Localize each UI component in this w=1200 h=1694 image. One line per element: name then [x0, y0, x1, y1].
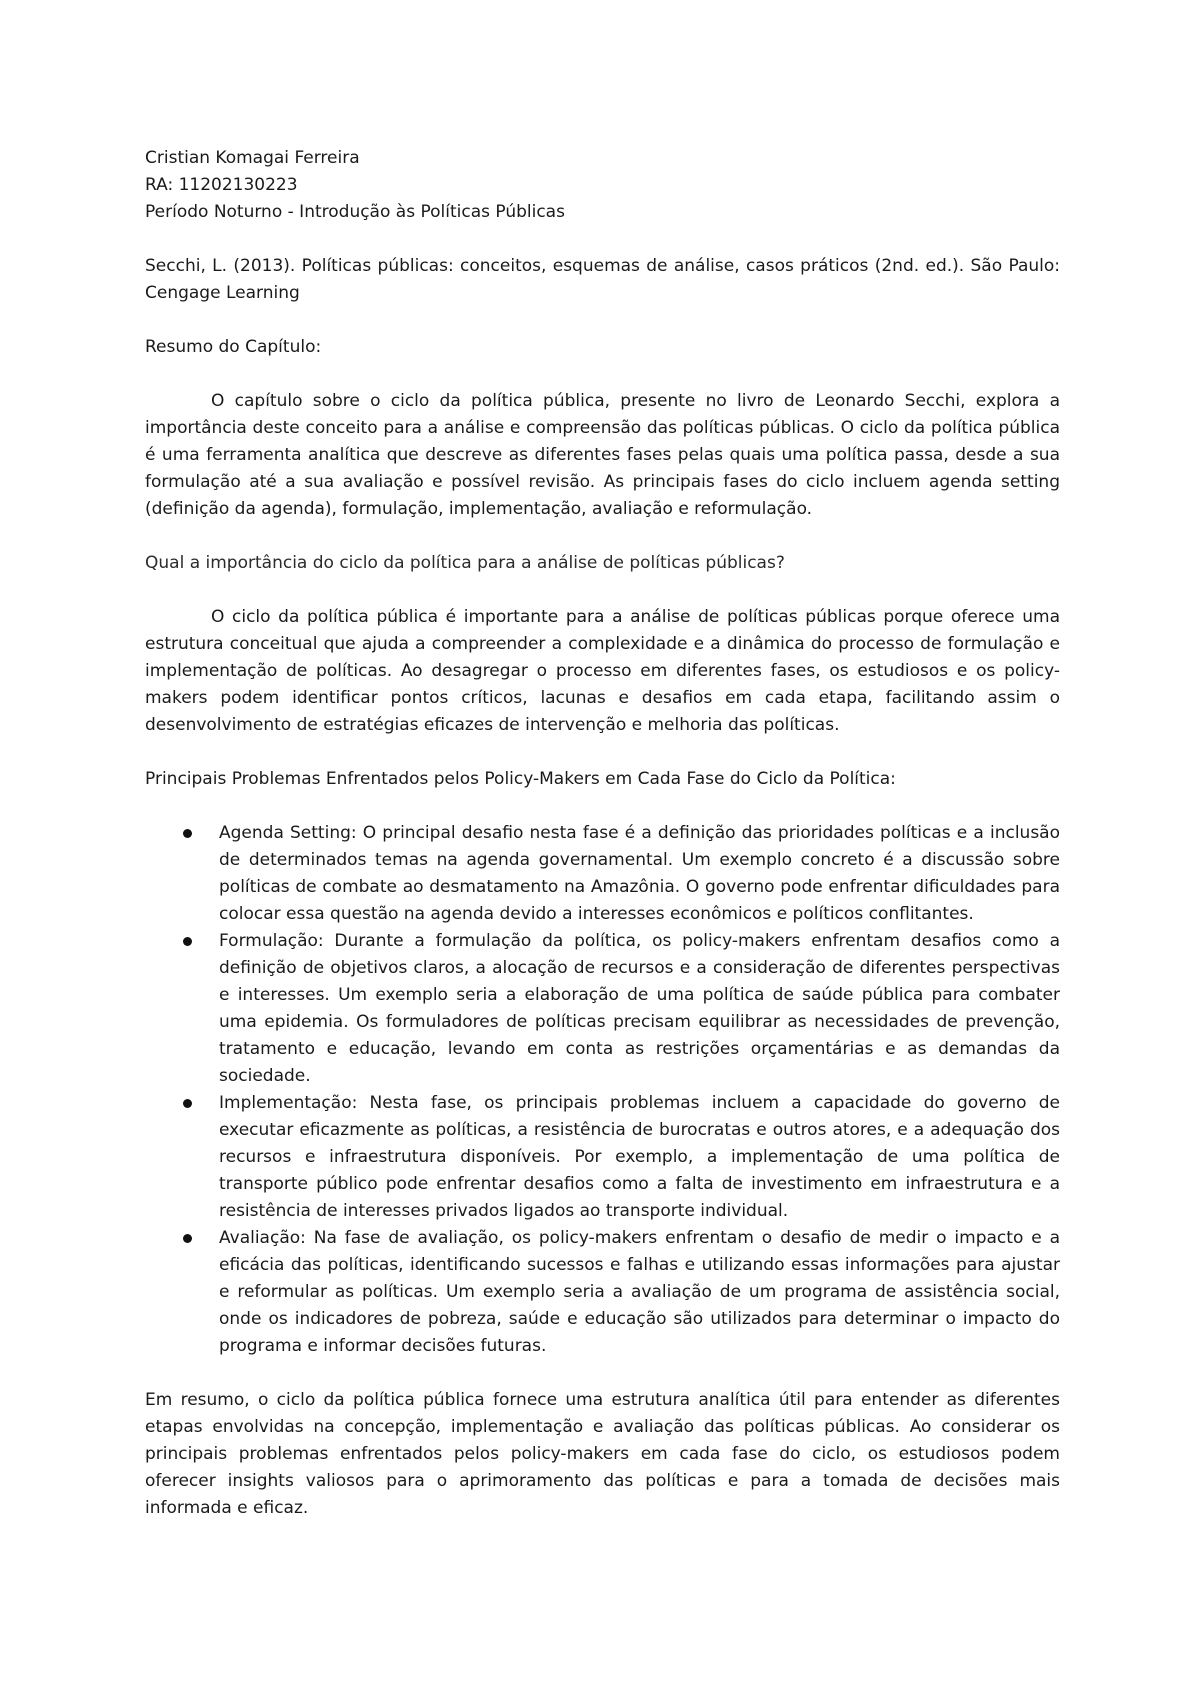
bullet-icon [183, 937, 192, 946]
bullet-icon [183, 1234, 192, 1243]
problem-avaliacao: Avaliação: Na fase de avaliação, os policy-makers enfrentam o desafio de medir o impacto e a eficácia das políticas, identificando sucessos e falhas e utilizando essas informações para ajustar e reformular as políticas. Um exemplo seria a avaliação de um programa de assistência social, onde os indicadores de pobreza, saúde e educação são utilizados para determinar o impacto do programa e informar decisões futuras. [219, 1228, 1060, 1356]
problems-heading: Principais Problemas Enfrentados pelos Policy-Makers em Cada Fase do Ciclo da Política: [145, 769, 896, 789]
bullet-icon [183, 1099, 192, 1108]
author-name: Cristian Komagai Ferreira [145, 148, 360, 168]
answer-paragraph: O ciclo da política pública é importante para a análise de políticas públicas porque oferece uma estrutura conceitual que ajuda a compreender a complexidade e a dinâmica do processo de formulação e implementação de políticas. Ao desagregar o processo em diferentes fases, os estudiosos e os policy-makers podem identificar pontos críticos, lacunas e desafios em cada etapa, facilitando assim o desenvolvimento de estratégias eficazes de intervenção e melhoria das políticas. [145, 607, 1060, 735]
student-ra: RA: 11202130223 [145, 175, 298, 195]
question-heading: Qual a importância do ciclo da política para a análise de políticas públicas? [145, 553, 785, 573]
summary-paragraph: O capítulo sobre o ciclo da política pública, presente no livro de Leonardo Secchi, explora a importância deste conceito para a análise e compreensão das políticas públicas. O ciclo da política pública é uma ferramenta analítica que descreve as diferentes fases pelas quais uma política passa, desde a sua formulação até a sua avaliação e possível revisão. As principais fases do ciclo incluem agenda setting (definição da agenda), formulação, implementação, avaliação e reformulação. [145, 391, 1060, 519]
problem-agenda-setting: Agenda Setting: O principal desafio nesta fase é a definição das prioridades políticas e a inclusão de determinados temas na agenda governamental. Um exemplo concreto é a discussão sobre políticas de combate ao desmatamento na Amazônia. O governo pode enfrentar dificuldades para colocar essa questão na agenda devido a interesses econômicos e políticos conflitantes. [219, 823, 1060, 924]
course-period: Período Noturno - Introdução às Políticas Públicas [145, 202, 565, 222]
list-item [219, 820, 1060, 928]
problem-implementacao: Implementação: Nesta fase, os principais problemas incluem a capacidade do governo de executar eficazmente as políticas, a resistência de burocratas e outros atores, e a adequação dos recursos e infraestrutura disponíveis. Por exemplo, a implementação de uma política de transporte público pode enfrentar desafios como a falta de investimento em infraestrutura e a resistência de interesses privados ligados ao transporte individual. [219, 1093, 1060, 1221]
list-item [219, 928, 1060, 1090]
summary-heading: Resumo do Capítulo: [145, 337, 322, 357]
document-body [145, 145, 1060, 1522]
problem-formulacao: Formulação: Durante a formulação da política, os policy-makers enfrentam desafios como a definição de objetivos claros, a alocação de recursos e a consideração de diferentes perspectivas e interesses. Um exemplo seria a elaboração de uma política de saúde pública para combater uma epidemia. Os formuladores de políticas precisam equilibrar as necessidades de prevenção, tratamento e educação, levando em conta as restrições orçamentárias e as demandas da sociedade. [219, 931, 1060, 1086]
conclusion-paragraph: Em resumo, o ciclo da política pública fornece uma estrutura analítica útil para entender as diferentes etapas envolvidas na concepção, implementação e avaliação das políticas públicas. Ao considerar os principais problemas enfrentados pelos policy-makers em cada fase do ciclo, os estudiosos podem oferecer insights valiosos para o aprimoramento das políticas e para a tomada de decisões mais informada e eficaz. [145, 1390, 1060, 1518]
list-item [219, 1225, 1060, 1360]
bullet-icon [183, 829, 192, 838]
bibliographic-reference: Secchi, L. (2013). Políticas públicas: conceitos, esquemas de análise, casos práticos (2nd. ed.). São Paulo: Cengage Learning [145, 256, 1060, 303]
list-item [219, 1090, 1060, 1225]
problems-list [145, 820, 1060, 1360]
